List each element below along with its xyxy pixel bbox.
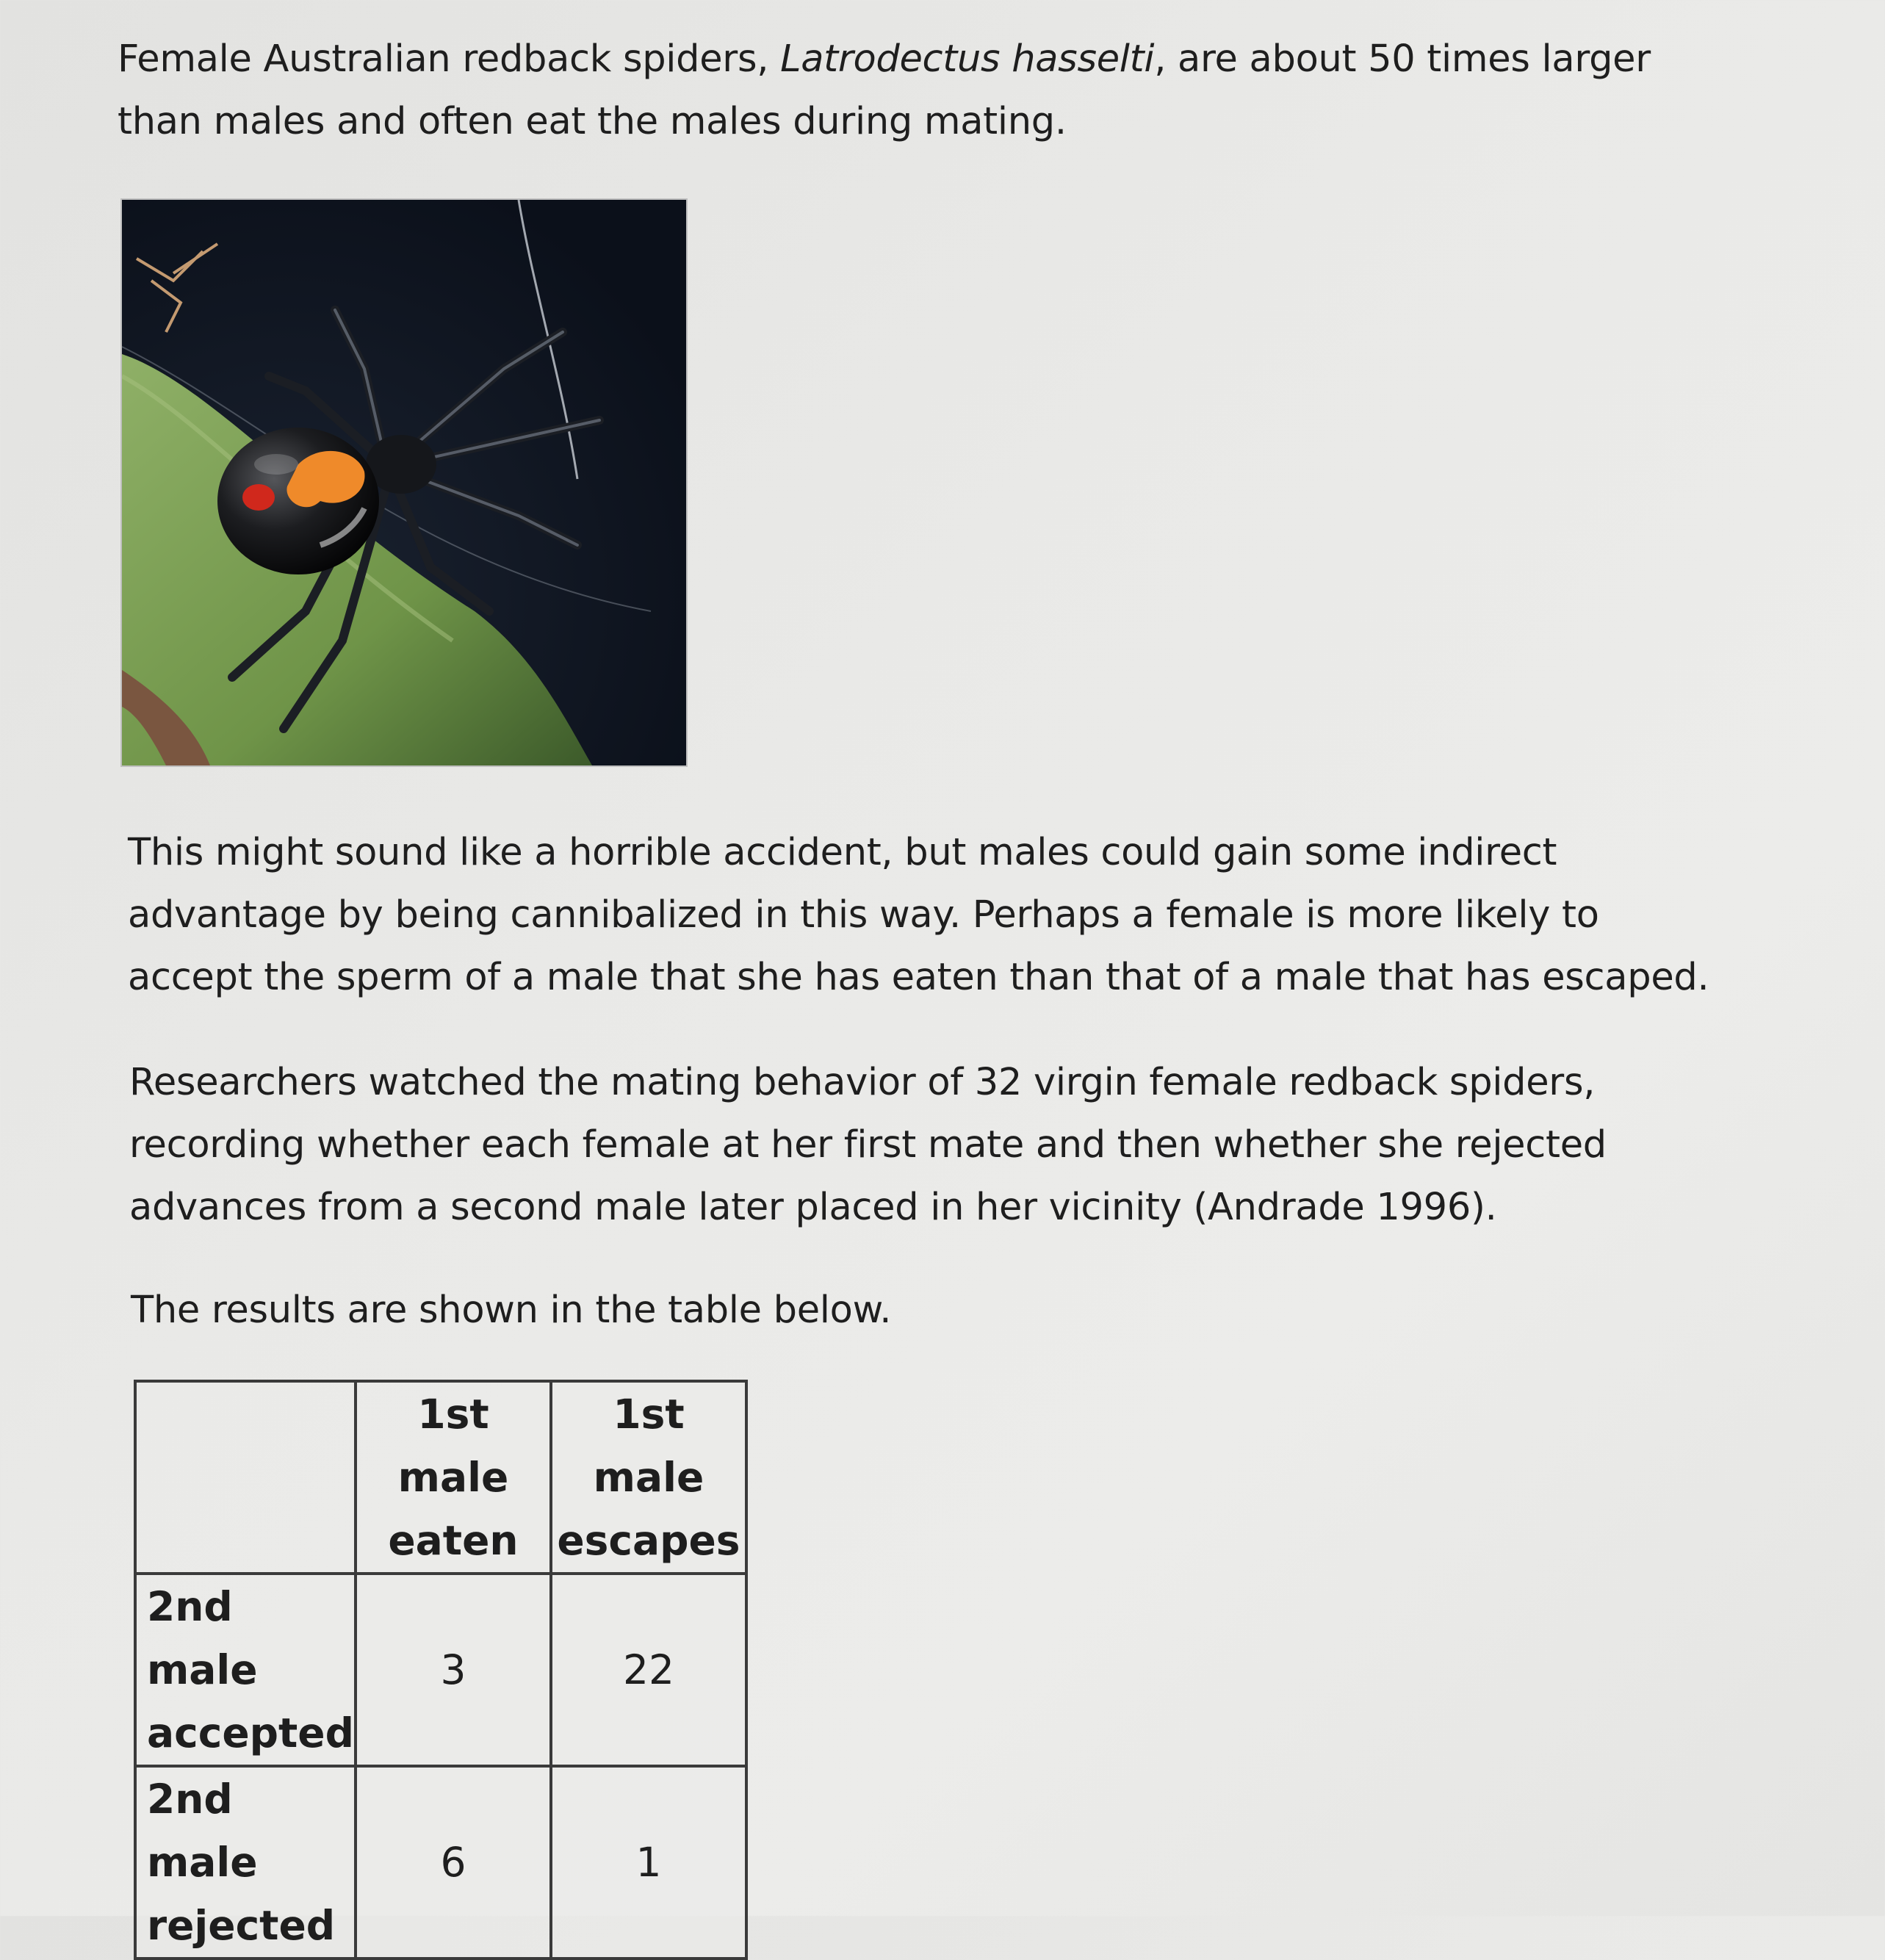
row-header-rejected-line-2: rejected <box>147 1902 336 1949</box>
col-header-eaten <box>356 1381 551 1574</box>
researchers-line-2: recording whether each female at her first mate and then whether she rejected <box>129 1123 1607 1167</box>
table-row <box>135 1766 746 1959</box>
accident-line-2: advantage by being cannibalized in this way. Perhaps a female is more likely to <box>128 893 1599 937</box>
col-header-eaten-line-1: 1st male <box>397 1391 509 1501</box>
redback-spider-photo <box>122 200 686 765</box>
table-header-row <box>135 1381 746 1574</box>
cell-accepted-escapes: 22 <box>551 1574 746 1766</box>
species-name: Latrodectus hasselti <box>780 37 1155 81</box>
accident-line-3: accept the sperm of a male that she has eaten than that of a male that has escaped. <box>128 956 1709 999</box>
intro-line-1 <box>118 28 1651 90</box>
results-table <box>134 1380 748 1960</box>
col-header-eaten-line-2: eaten <box>388 1517 519 1564</box>
accident-line-1: This might sound like a horrible accident, but males could gain some indirect <box>128 831 1557 874</box>
intro-text-after: , are about 50 times larger <box>1154 37 1651 81</box>
row-header-accepted-line-1: 2nd male <box>147 1583 258 1693</box>
row-header-accepted <box>135 1574 356 1766</box>
table-row <box>135 1574 746 1766</box>
col-header-escapes-line-2: escapes <box>557 1517 740 1564</box>
spider-illustration <box>122 200 686 765</box>
intro-paragraph <box>118 28 1651 153</box>
col-header-escapes <box>551 1381 746 1574</box>
researchers-line-1: Researchers watched the mating behavior of 32 virgin female redback spiders, <box>129 1061 1596 1104</box>
intro-line-2: than males and often eat the males during mating. <box>118 100 1067 143</box>
table-corner-cell <box>135 1381 356 1574</box>
results-intro: The results are shown in the table below. <box>131 1289 892 1332</box>
researchers-line-3: advances from a second male later placed in her vicinity (Andrade 1996). <box>129 1186 1497 1229</box>
cell-rejected-escapes: 1 <box>551 1766 746 1959</box>
row-header-accepted-line-2: accepted <box>147 1709 354 1757</box>
col-header-escapes-line-1: 1st male <box>593 1391 704 1501</box>
row-header-rejected <box>135 1766 356 1959</box>
researchers-paragraph <box>129 1051 1607 1239</box>
accident-paragraph <box>128 821 1709 1009</box>
intro-text-before: Female Australian redback spiders, <box>118 37 781 81</box>
cell-rejected-eaten: 6 <box>356 1766 551 1959</box>
cell-accepted-eaten: 3 <box>356 1574 551 1766</box>
row-header-rejected-line-1: 2nd male <box>147 1776 258 1886</box>
